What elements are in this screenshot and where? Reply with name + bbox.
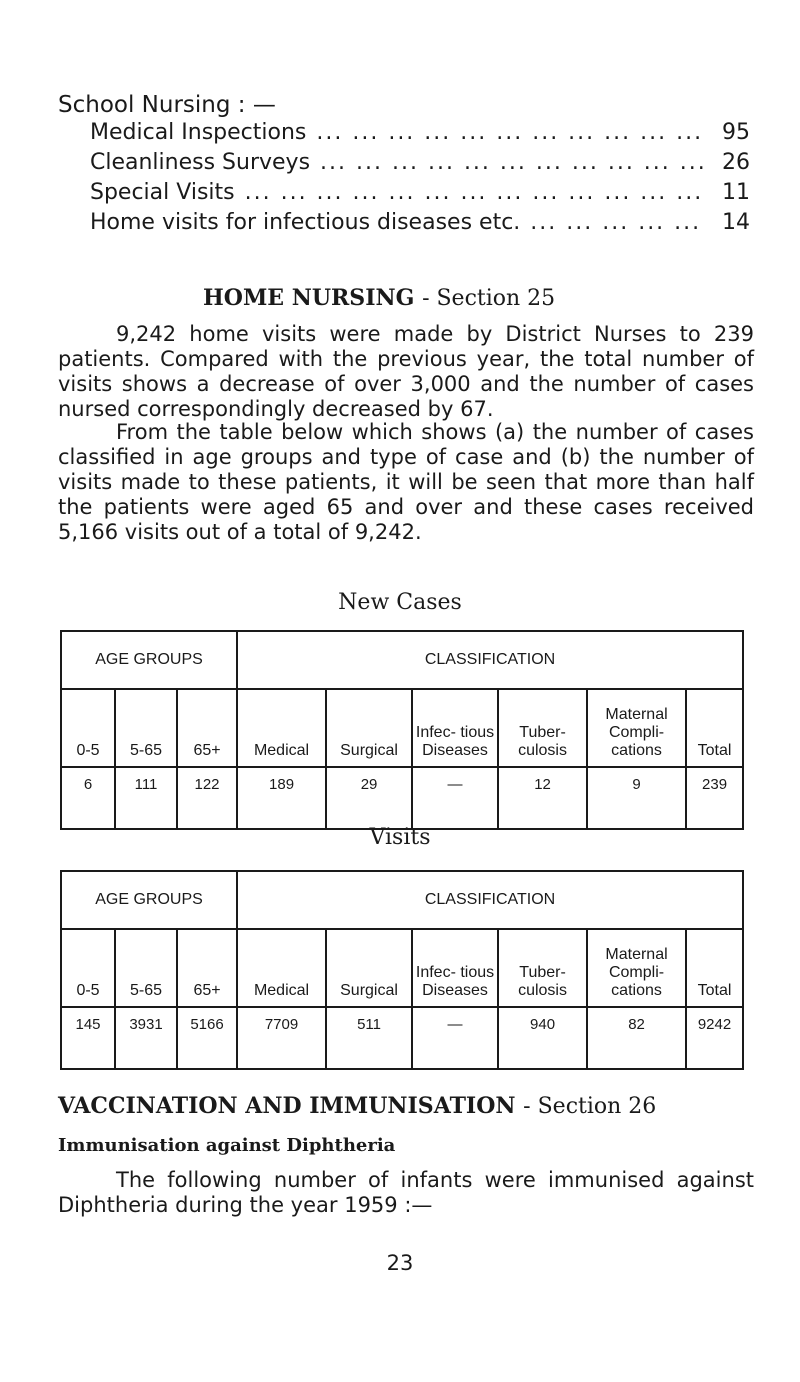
column-header: Tuber- culosis: [498, 929, 587, 1007]
column-header: 0-5: [61, 929, 115, 1007]
column-header: Infec- tious Diseases: [412, 929, 498, 1007]
table-cell: 82: [587, 1007, 686, 1069]
vaccination-heading: [58, 1093, 656, 1119]
column-header: Maternal Compli- cations: [587, 689, 686, 767]
age-groups-header: AGE GROUPS: [61, 631, 237, 689]
classification-header: CLASSIFICATION: [237, 631, 743, 689]
table-cell: 189: [237, 767, 326, 829]
home-nursing-title: HOME NURSING: [203, 285, 415, 311]
home-nursing-section: - Section 25: [422, 286, 556, 311]
item-value: 14: [722, 210, 750, 235]
immunisation-paragraph: The following number of infants were immunised against Diphtheria during the year 1959 :—: [58, 1168, 754, 1217]
table-cell: 940: [498, 1007, 587, 1069]
new-cases-title: New Cases: [338, 590, 462, 615]
age-groups-header: AGE GROUPS: [61, 871, 237, 929]
column-header: 65+: [177, 929, 237, 1007]
table-cell: 122: [177, 767, 237, 829]
school-nursing-list: [90, 120, 750, 240]
column-header: 0-5: [61, 689, 115, 767]
table-cell: 29: [326, 767, 412, 829]
table-cell: 3931: [115, 1007, 177, 1069]
leader-dots: [520, 210, 710, 235]
list-item: [90, 180, 750, 210]
vaccination-title: VACCINATION AND IMMUNISATION: [58, 1093, 516, 1119]
column-header: Surgical: [326, 929, 412, 1007]
column-header: Medical: [237, 929, 326, 1007]
home-nursing-paragraph-1: 9,242 home visits were made by District Nurses to 239 patients. Compared with the previous year, the total number of visits shows a decrease of over 3,000 and the number of cases nursed correspondingly decreased by 67.: [58, 322, 754, 421]
item-label: Special Visits: [90, 180, 235, 205]
immunisation-subheading: Immunisation against Diphtheria: [58, 1135, 396, 1156]
new-cases-table: [60, 630, 744, 830]
table-row: [61, 1007, 743, 1069]
table-cell: 12: [498, 767, 587, 829]
item-value: 11: [722, 180, 750, 205]
table-cell: 5166: [177, 1007, 237, 1069]
leader-dots: [235, 180, 710, 205]
leader-dots: [310, 150, 710, 175]
table-row: [61, 767, 743, 829]
table-cell: 9: [587, 767, 686, 829]
list-item: [90, 150, 750, 180]
visits-table: [60, 870, 744, 1070]
table-cell: —: [412, 767, 498, 829]
column-header: Surgical: [326, 689, 412, 767]
table-cell: 145: [61, 1007, 115, 1069]
vaccination-section: - Section 26: [523, 1094, 657, 1119]
column-header: 65+: [177, 689, 237, 767]
classification-header: CLASSIFICATION: [237, 871, 743, 929]
item-label: Cleanliness Surveys: [90, 150, 311, 175]
leader-dots: [306, 120, 710, 145]
table-cell: 6: [61, 767, 115, 829]
column-header: Infec- tious Diseases: [412, 689, 498, 767]
column-header: Medical: [237, 689, 326, 767]
page-number: 23: [386, 1251, 414, 1275]
item-value: 26: [722, 150, 750, 175]
column-header: Total: [686, 929, 743, 1007]
table-cell: 239: [686, 767, 743, 829]
column-header: Total: [686, 689, 743, 767]
column-header: Maternal Compli- cations: [587, 929, 686, 1007]
column-header: 5-65: [115, 929, 177, 1007]
column-header: 5-65: [115, 689, 177, 767]
table-cell: —: [412, 1007, 498, 1069]
table-cell: 7709: [237, 1007, 326, 1069]
table-cell: 511: [326, 1007, 412, 1069]
column-header: Tuber- culosis: [498, 689, 587, 767]
school-nursing-title: School Nursing : —: [58, 92, 276, 118]
home-nursing-heading: [203, 285, 555, 311]
home-nursing-paragraph-2: From the table below which shows (a) the number of cases classified in age groups and type of case and (b) the number of visits made to these patients, it will be seen that more than half the patients were aged 65 and over and these cases received 5,166 visits out of a total of 9,242.: [58, 420, 754, 544]
list-item: [90, 210, 750, 240]
visits-title: Visits: [369, 825, 431, 850]
item-label: Medical Inspections: [90, 120, 307, 145]
item-value: 95: [722, 120, 750, 145]
table-cell: 9242: [686, 1007, 743, 1069]
list-item: [90, 120, 750, 150]
table-cell: 111: [115, 767, 177, 829]
item-label: Home visits for infectious diseases etc.: [90, 210, 521, 235]
